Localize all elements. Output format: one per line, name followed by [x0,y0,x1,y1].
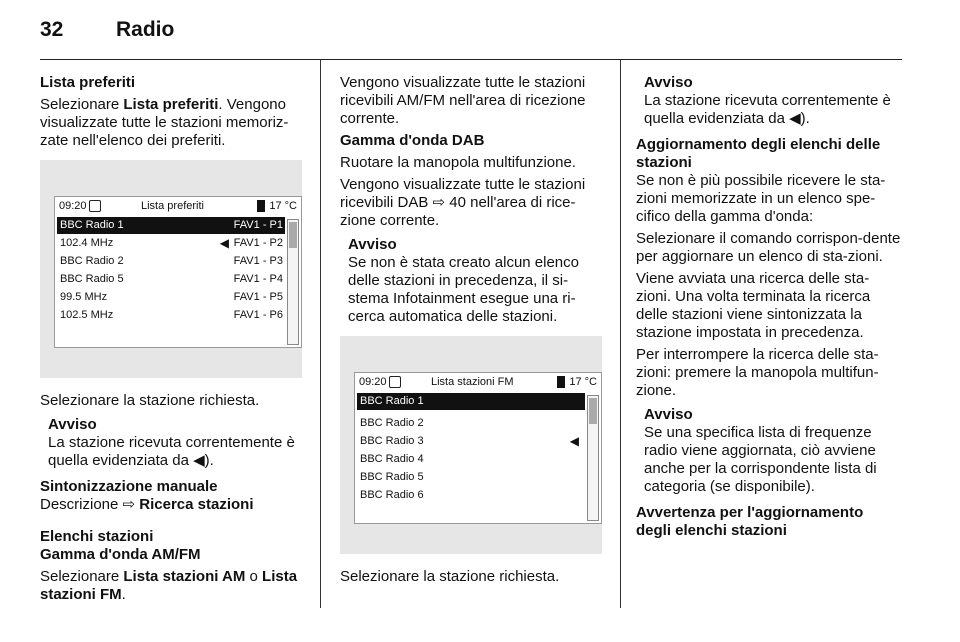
paragraph: Ruotare la manopola multifunzione. [340,154,576,171]
clock-icon [389,376,401,388]
header-rule [40,59,902,60]
screen-status-bar [355,373,601,391]
paragraph: Se non è più possibile ricevere le sta-zioni memorizzate in un elenco spe-cifico della gamma d'onda: [636,172,886,225]
screen-status-bar [55,197,301,215]
column-1 [40,74,310,608]
paragraph: Selezionare Lista stazioni AM o Lista stazioni FM. [40,568,298,603]
note-text: Se non è stata creato alcun elenco delle stazioni in precedenza, il si-stema Infotainment esegue una ri-cerca automatica delle stazioni. [348,254,579,325]
station-name: BBC Radio 1 [360,395,424,407]
speaker-icon: ◀ [569,434,579,448]
station-name: 99.5 MHz [60,291,108,303]
station-name: BBC Radio 5 [60,273,124,285]
station-row[interactable] [357,487,585,504]
heading-gamma-dab: Gamma d'onda DAB [340,132,485,149]
temperature: 17 °C [269,200,297,212]
paragraph: Selezionare Lista preferiti. Vengono visualizzate tutte le stazioni memoriz-zate nell'elenco dei preferiti. [40,96,289,149]
heading-elenchi-stazioni: Elenchi stazioni [40,528,154,545]
screenshot-lista-stazioni-fm [340,336,602,554]
column-2 [340,74,608,590]
screen-title: Lista preferiti [141,200,204,212]
station-row[interactable] [57,235,285,252]
scrollbar-thumb[interactable] [289,222,297,248]
note-text: Se una specifica lista di frequenze radio viene aggiornata, ciò avviene anche per la corrispondente lista di categoria (se disponibile). [644,424,877,495]
phone-icon [257,200,265,212]
scrollbar[interactable] [287,219,299,345]
heading-sintonizzazione: Sintonizzazione manuale [40,478,218,495]
station-row[interactable] [357,469,585,486]
paragraph: Selezionare la stazione richiesta. [340,568,560,585]
temperature: 17 °C [569,376,597,388]
note-title: Avviso [644,406,693,423]
station-name: BBC Radio 1 [60,219,124,231]
station-name: BBC Radio 2 [360,417,424,429]
clock-time: 09:20 [359,376,387,388]
preset-label: FAV1 - P3 [233,255,283,267]
station-name: BBC Radio 3 [360,435,424,447]
screen-title: Lista stazioni FM [431,376,514,388]
note-text: La stazione ricevuta correntemente è quella evidenziata da ◀). [48,434,295,469]
page-number: 32 [40,18,64,41]
screenshot-lista-preferiti [40,160,302,378]
station-row[interactable] [357,451,585,468]
note-title: Avviso [348,236,397,253]
note-text: La stazione ricevuta correntemente è quella evidenziata da ◀). [644,92,891,127]
paragraph: Selezionare la stazione richiesta. [40,392,260,409]
heading-aggiornamento: Aggiornamento degli elenchi delle stazioni [636,136,881,171]
preset-label: FAV1 - P5 [233,291,283,303]
note-title: Avviso [48,416,97,433]
clock-icon [89,200,101,212]
heading-gamma-am-fm: Gamma d'onda AM/FM [40,546,201,563]
station-row[interactable] [57,307,285,324]
station-name: BBC Radio 5 [360,471,424,483]
phone-icon [557,376,565,388]
scrollbar[interactable] [587,395,599,521]
scrollbar-thumb[interactable] [589,398,597,424]
note-title: Avviso [644,74,693,91]
speaker-icon: ◀ [219,236,229,250]
clock-time: 09:20 [59,200,87,212]
station-row[interactable] [357,433,585,450]
page-title: Radio [116,18,175,41]
station-row[interactable] [57,271,285,288]
station-row[interactable] [57,253,285,270]
heading-avvertenza: Avvertenza per l'aggiornamento degli elenchi stazioni [636,504,864,539]
paragraph: Selezionare il comando corrispon-dente per aggiornare un elenco di sta-zioni. [636,230,901,265]
heading-lista-preferiti: Lista preferiti [40,74,136,91]
infotainment-screen [354,372,602,524]
paragraph: Descrizione ⇨ Ricerca stazioni [40,496,254,513]
station-name: BBC Radio 6 [360,489,424,501]
station-row[interactable] [357,393,585,410]
preset-label: FAV1 - P2 [233,237,283,249]
paragraph: Vengono visualizzate tutte le stazioni ricevibili AM/FM nell'area di ricezione corrente. [340,74,586,127]
arrow-icon: ⇨ [122,496,140,513]
station-name: 102.5 MHz [60,309,114,321]
column-divider [320,60,321,608]
station-name: 102.4 MHz [60,237,114,249]
paragraph: Per interrompere la ricerca delle sta-zioni: premere la manopola multifun-zione. [636,346,879,399]
station-row[interactable] [357,415,585,432]
station-row[interactable] [57,217,285,234]
column-3 [636,74,902,544]
preset-label: FAV1 - P4 [233,273,283,285]
column-divider [620,60,621,608]
infotainment-screen [54,196,302,348]
note-box [636,406,902,496]
note-box [340,236,608,326]
station-name: BBC Radio 2 [60,255,124,267]
station-row[interactable] [57,289,285,306]
spacer [40,518,310,528]
preset-label: FAV1 - P6 [233,309,283,321]
link-ricerca-stazioni[interactable]: Ricerca stazioni [139,496,254,513]
station-name: BBC Radio 4 [360,453,424,465]
preset-label: FAV1 - P1 [233,219,283,231]
paragraph: Vengono visualizzate tutte le stazioni ricevibili DAB ⇨ 40 nell'area di rice-zione corrente. [340,176,586,229]
note-box [40,416,310,470]
note-box [636,74,902,128]
paragraph: Viene avviata una ricerca delle sta-zioni. Una volta terminata la ricerca delle stazioni viene sintonizzata la stazione impostata in precedenza. [636,270,871,341]
